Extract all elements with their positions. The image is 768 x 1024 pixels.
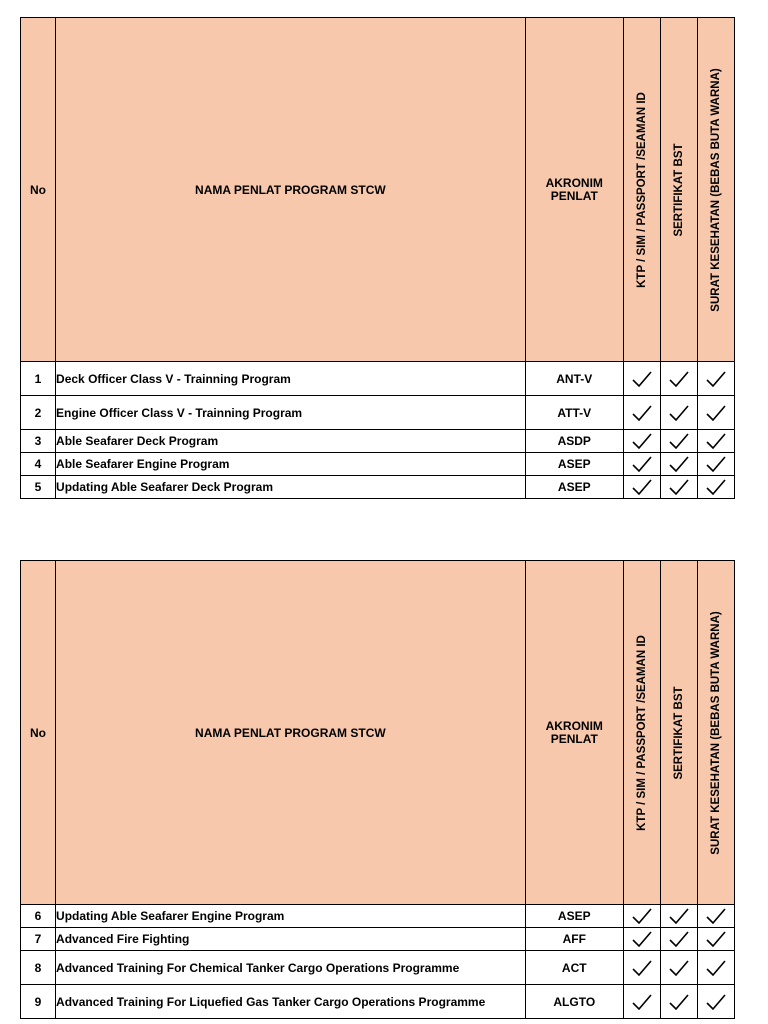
check-icon xyxy=(632,456,652,472)
row-acronym: ASEP xyxy=(525,476,623,499)
row-acronym: ACT xyxy=(525,951,623,985)
check-icon xyxy=(632,405,652,421)
check-icon xyxy=(669,371,689,387)
row-program-name: Able Seafarer Engine Program xyxy=(56,453,526,476)
check-icon xyxy=(706,456,726,472)
check-icon xyxy=(706,371,726,387)
table-row xyxy=(21,951,735,985)
row-program-name: Advanced Fire Fighting xyxy=(56,928,526,951)
row-acronym: ASEP xyxy=(525,905,623,928)
check-icon xyxy=(632,479,652,495)
table-row xyxy=(21,928,735,951)
check-icon xyxy=(706,405,726,421)
row-no: 5 xyxy=(21,476,56,499)
header-health-certificate: SURAT KESEHATAN (BEBAS BUTA WARNA) xyxy=(697,18,734,362)
check-icon xyxy=(706,931,726,947)
check-icon xyxy=(706,994,726,1010)
check-icon xyxy=(706,960,726,976)
row-no: 9 xyxy=(21,985,56,1019)
table-row xyxy=(21,396,735,430)
check-icon xyxy=(632,371,652,387)
header-no: No xyxy=(21,561,56,905)
requirements-table-2 xyxy=(20,560,735,1019)
row-program-name: Advanced Training For Chemical Tanker Cargo Operations Programme xyxy=(56,951,526,985)
row-acronym: AFF xyxy=(525,928,623,951)
header-program-name: NAMA PENLAT PROGRAM STCW xyxy=(56,18,526,362)
row-program-name: Deck Officer Class V - Trainning Program xyxy=(56,362,526,396)
row-program-name: Engine Officer Class V - Trainning Program xyxy=(56,396,526,430)
row-no: 6 xyxy=(21,905,56,928)
header-bst-certificate: SERTIFIKAT BST xyxy=(660,561,697,905)
header-health-certificate: SURAT KESEHATAN (BEBAS BUTA WARNA) xyxy=(697,561,734,905)
check-icon xyxy=(669,931,689,947)
check-icon xyxy=(669,456,689,472)
row-acronym: ALGTO xyxy=(525,985,623,1019)
table-row xyxy=(21,905,735,928)
row-acronym: ASEP xyxy=(525,453,623,476)
row-acronym: ATT-V xyxy=(525,396,623,430)
header-id-document: KTP / SIM / PASSPORT /SEAMAN ID xyxy=(623,561,660,905)
table-row xyxy=(21,453,735,476)
row-no: 7 xyxy=(21,928,56,951)
header-acronym: AKRONIM PENLAT xyxy=(525,18,623,362)
check-icon xyxy=(706,479,726,495)
requirements-table-1 xyxy=(20,17,735,499)
table-row xyxy=(21,985,735,1019)
row-no: 4 xyxy=(21,453,56,476)
table-row xyxy=(21,476,735,499)
row-no: 1 xyxy=(21,362,56,396)
header-id-document: KTP / SIM / PASSPORT /SEAMAN ID xyxy=(623,18,660,362)
row-program-name: Able Seafarer Deck Program xyxy=(56,430,526,453)
row-program-name: Updating Able Seafarer Deck Program xyxy=(56,476,526,499)
check-icon xyxy=(706,908,726,924)
check-icon xyxy=(632,960,652,976)
check-icon xyxy=(669,960,689,976)
row-program-name: Advanced Training For Liquefied Gas Tanker Cargo Operations Programme xyxy=(56,985,526,1019)
header-program-name: NAMA PENLAT PROGRAM STCW xyxy=(56,561,526,905)
table-row xyxy=(21,362,735,396)
check-icon xyxy=(706,433,726,449)
check-icon xyxy=(669,433,689,449)
row-acronym: ASDP xyxy=(525,430,623,453)
row-program-name: Updating Able Seafarer Engine Program xyxy=(56,905,526,928)
row-no: 8 xyxy=(21,951,56,985)
check-icon xyxy=(669,405,689,421)
check-icon xyxy=(632,908,652,924)
header-no: No xyxy=(21,18,56,362)
check-icon xyxy=(669,994,689,1010)
check-icon xyxy=(632,994,652,1010)
check-icon xyxy=(632,433,652,449)
row-no: 2 xyxy=(21,396,56,430)
check-icon xyxy=(669,479,689,495)
row-no: 3 xyxy=(21,430,56,453)
header-acronym: AKRONIM PENLAT xyxy=(525,561,623,905)
table-row xyxy=(21,430,735,453)
check-icon xyxy=(669,908,689,924)
header-bst-certificate: SERTIFIKAT BST xyxy=(660,18,697,362)
check-icon xyxy=(632,931,652,947)
row-acronym: ANT-V xyxy=(525,362,623,396)
